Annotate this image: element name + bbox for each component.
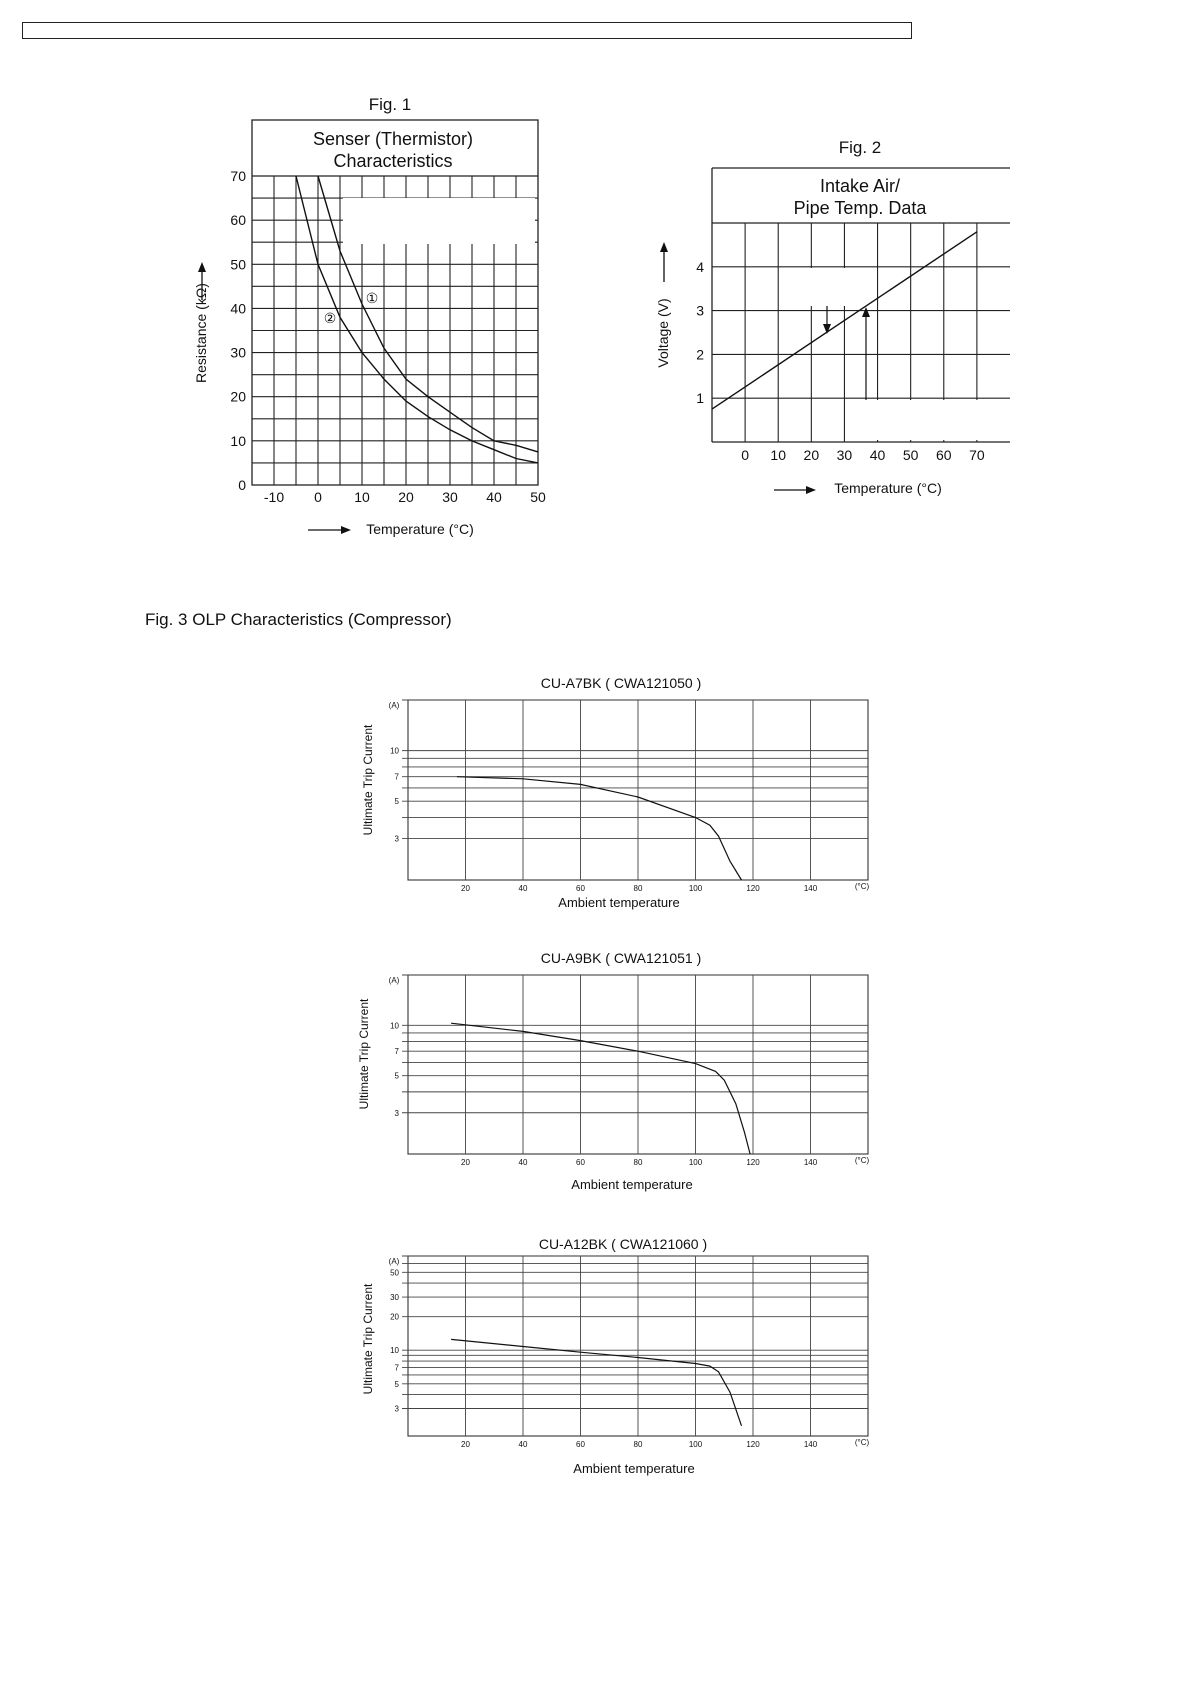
fig1-ylabel-arrow-head (198, 262, 206, 272)
fig3-chart1-y-tick-label: 5 (394, 797, 399, 807)
fig3-chart1-y-tick-label: 7 (394, 772, 399, 782)
fig1-xlabel-arrow-head (341, 526, 351, 534)
fig3-chart2-x-tick-label: 80 (633, 1158, 643, 1167)
fig1-x-tick-label: 50 (530, 489, 546, 505)
fig1-xlabel: Temperature (°C) (366, 521, 474, 537)
fig3-chart1-series-line-1 (457, 777, 742, 880)
fig3-chart2-x-tick-label: 120 (746, 1158, 760, 1167)
fig2-xlabel: Temperature (°C) (834, 480, 942, 496)
fig3-chart3-xlabel: Ambient temperature (573, 1461, 695, 1476)
fig1-curve-label-2: ② (323, 310, 337, 326)
fig2-y-tick-label: 1 (696, 390, 704, 407)
fig3-chart3-y-tick-label: 20 (390, 1312, 399, 1322)
fig1-legend-box (343, 198, 535, 244)
fig3-chart3-x-tick-label: 140 (803, 1440, 818, 1449)
fig3-chart1-x-tick-label: 140 (803, 884, 818, 893)
fig3-chart1-y-tick-label: 10 (390, 746, 399, 756)
fig1-y-tick-label: 40 (230, 300, 246, 317)
fig1-x-tick-label: 30 (442, 489, 458, 505)
fig2-title-line2: Pipe Temp. Data (793, 198, 927, 218)
fig3-chart1-x-tick-label: 60 (576, 884, 585, 893)
fig2-x-tick-label: 40 (869, 447, 886, 463)
fig3-chart2-series-line-1 (451, 1023, 750, 1154)
fig3-chart1-x-tick-label: 100 (688, 884, 703, 893)
fig3-chart3-x-tick-label: 60 (576, 1440, 585, 1449)
fig3-chart3-x-tick-label: 40 (518, 1440, 528, 1449)
fig2-intake-arrow-head (823, 324, 831, 334)
fig1-y-tick-label: 20 (230, 388, 246, 405)
fig3-chart1-x-tick-label: 80 (633, 884, 643, 893)
fig3-chart2-y-tick-label: 5 (394, 1071, 399, 1081)
fig3-chart1-unit-x: (°C) (854, 882, 870, 891)
fig3-chart1-title: CU-A7BK ( CWA121050 ) (540, 675, 702, 691)
fig2-x-tick-label: 30 (836, 447, 853, 463)
fig3-chart1-unit-y: (A) (388, 701, 400, 710)
fig2-caption: Fig. 2 (838, 138, 882, 157)
fig3-chart2-x-tick-label: 140 (803, 1158, 818, 1167)
fig1-y-tick-label: 0 (238, 477, 246, 493)
fig1-x-tick-label: -10 (263, 489, 285, 505)
fig2-ylabel: Voltage (V) (655, 298, 671, 368)
fig2-x-tick-label: 50 (902, 447, 919, 463)
fig3-chart1-y-tick-label: 3 (394, 834, 399, 844)
fig3-chart3-series-line-1 (451, 1339, 741, 1425)
fig3-chart3-x-tick-label: 80 (633, 1440, 643, 1449)
fig3-chart3-y-tick-label: 3 (394, 1404, 399, 1414)
fig2-annotation-box (850, 400, 1009, 440)
fig2-annotation-intake-box (786, 268, 868, 306)
fig3-chart2-y-tick-label: 7 (394, 1047, 399, 1057)
fig3-chart3-y-tick-label: 5 (394, 1379, 399, 1389)
fig3-chart3-unit-y: (A) (388, 1257, 400, 1266)
fig3-chart1-x-tick-label: 120 (746, 884, 760, 893)
fig1-y-tick-label: 30 (230, 344, 246, 361)
fig2-y-tick-label: 3 (696, 302, 704, 319)
fig3-chart2-ylabel: Ultimate Trip Current (357, 998, 371, 1110)
fig3-chart1-ylabel: Ultimate Trip Current (361, 724, 375, 836)
fig1-y-tick-label: 50 (230, 256, 246, 273)
fig3-chart3-x-tick-label: 20 (461, 1440, 470, 1449)
fig1-ylabel: Resistance (kΩ) (193, 283, 209, 383)
fig3-chart3-ylabel: Ultimate Trip Current (361, 1283, 375, 1395)
fig3-chart3-y-tick-label: 30 (390, 1293, 399, 1303)
fig3-chart3-unit-x: (°C) (854, 1438, 870, 1447)
fig3-heading: Fig. 3 OLP Characteristics (Compressor) (145, 610, 452, 629)
fig1-frame (252, 120, 538, 485)
fig3-chart1-x-tick-label: 20 (461, 884, 470, 893)
fig2-x-tick-label: 10 (770, 447, 787, 463)
fig1-title-line1: Senser (Thermistor) (312, 129, 474, 149)
fig1-y-tick-label: 10 (230, 432, 246, 449)
fig3-chart2-y-tick-label: 3 (394, 1108, 399, 1118)
fig1-x-tick-label: 20 (398, 489, 414, 505)
fig3-chart3-y-tick-label: 7 (394, 1363, 399, 1373)
fig2-xlabel-arrow-head (806, 486, 816, 494)
fig3-chart2-x-tick-label: 100 (688, 1158, 703, 1167)
fig3-chart2-x-tick-label: 60 (576, 1158, 585, 1167)
fig1-caption: Fig. 1 (368, 95, 412, 114)
fig3-chart2-y-tick-label: 10 (390, 1021, 399, 1031)
fig3-chart3-x-tick-label: 100 (688, 1440, 703, 1449)
fig3-chart2-title: CU-A9BK ( CWA121051 ) (540, 950, 702, 966)
fig3-chart2-x-tick-label: 40 (518, 1158, 528, 1167)
fig2-x-tick-label: 60 (935, 447, 952, 463)
fig3-chart3-y-tick-label: 10 (390, 1346, 399, 1356)
fig3-chart1-xlabel: Ambient temperature (558, 895, 680, 910)
fig3-chart3-x-tick-label: 120 (746, 1440, 760, 1449)
fig2-y-tick-label: 2 (696, 346, 704, 363)
fig1-x-tick-label: 10 (354, 489, 370, 505)
fig3-chart3-title: CU-A12BK ( CWA121060 ) (538, 1236, 708, 1252)
fig2-ylabel-arrow-head (660, 242, 668, 252)
fig3-chart2-xlabel: Ambient temperature (571, 1177, 693, 1192)
fig1-y-tick-label: 60 (230, 212, 246, 229)
fig2-x-tick-label: 20 (803, 447, 820, 463)
fig1-title-line2: Characteristics (333, 151, 453, 171)
fig1-x-tick-label: 0 (314, 489, 322, 505)
fig2-x-tick-label: 70 (969, 447, 985, 463)
fig3-chart3-y-tick-label: 50 (390, 1268, 399, 1278)
fig1-y-tick-label: 70 (230, 168, 246, 184)
fig3-chart2-x-tick-label: 20 (461, 1158, 470, 1167)
fig3-chart2-unit-y: (A) (388, 976, 400, 985)
fig1-x-tick-label: 40 (486, 489, 502, 505)
fig3-chart1-x-tick-label: 40 (518, 884, 528, 893)
fig2-x-tick-label: 0 (741, 447, 750, 463)
fig2-y-tick-label: 4 (696, 258, 704, 275)
fig1-curve-label-1: ① (365, 290, 379, 306)
fig3-chart2-unit-x: (°C) (854, 1156, 870, 1165)
fig2-title-line1: Intake Air/ (819, 176, 901, 196)
